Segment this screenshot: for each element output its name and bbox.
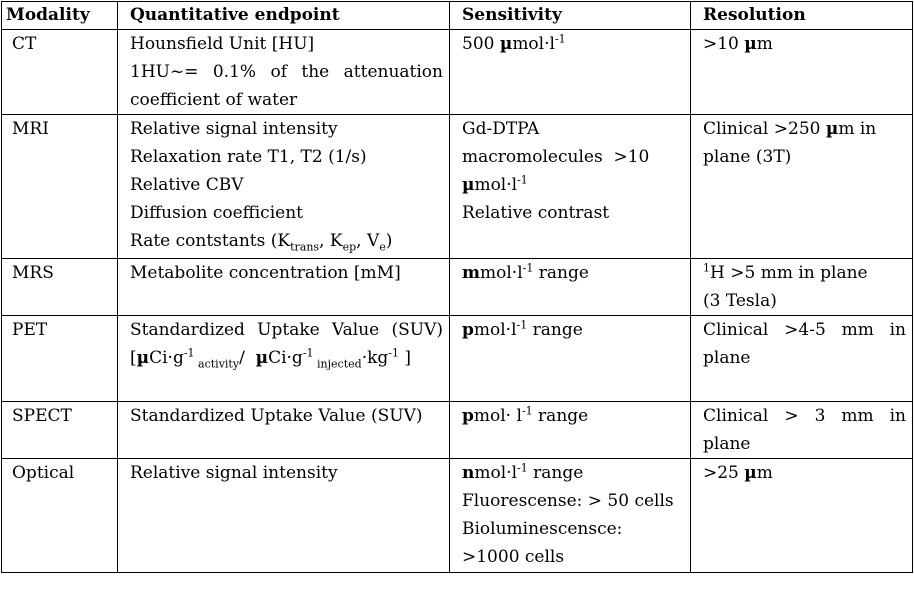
resolution-mri-rest: m in [838,119,877,139]
resolution-spect-line-2: plane [703,434,751,454]
endpoint-ct-line-2: 1HU~= 0.1% of the attenuation [130,62,443,82]
sensitivity-mri-mu: µ [462,175,475,195]
sensitivity-spect-prefix: p [462,406,474,426]
cell-resolution-ct [691,30,913,115]
sensitivity-mri-unit: mol·l [474,175,518,195]
sensitivity-optical-post: range [527,463,584,483]
resolution-mri-mu: µ [825,119,839,139]
sensitivity-spect-line [462,402,684,430]
endpoint-mri-line-1: Relative signal intensity [130,119,338,139]
resolution-ct-pre: >10 [703,34,745,54]
endpoint-spect-line: Standardized Uptake Value (SUV) [130,406,423,426]
resolution-mri-line-2: plane (3T) [703,147,792,167]
sensitivity-pet-line [462,316,684,344]
cell-endpoint-spect [118,402,450,459]
table-row-spect [2,402,913,459]
endpoint-pet-line-2 [130,344,443,372]
sensitivity-mri-line-4: Relative contrast [462,203,610,223]
table-row-optical [2,459,913,573]
sensitivity-optical-prefix: n [462,463,475,483]
resolution-optical-mu: µ [744,463,757,483]
resolution-ct-mu: µ [744,34,757,54]
sensitivity-optical-line-2: Fluorescense: > 50 cells [462,491,674,511]
cell-endpoint-mri [118,115,450,259]
resolution-ct-line [703,30,906,58]
endpoint-ct-line-1: Hounsfield Unit [HU] [130,34,315,54]
resolution-optical-pre: >25 [703,463,745,483]
sensitivity-mri-line-2: macromolecules >10 [462,147,650,167]
cell-endpoint-pet [118,316,450,402]
table-row-mri [2,115,913,259]
cell-sensitivity-optical [450,459,691,573]
endpoint-mri-ktrans-sub: trans [290,240,320,254]
endpoint-mri-ve-sub: e [379,240,386,254]
sensitivity-ct-mu: µ [499,34,513,54]
resolution-mrs-sup: 1 [703,261,710,275]
endpoint-pet-slash: / [239,348,256,368]
table-row-pet [2,316,913,402]
cell-modality-pet: PET [2,316,118,402]
cell-sensitivity-pet [450,316,691,402]
sensitivity-ct-sup: -1 [554,32,566,46]
endpoint-pet-sup-2: -1 [302,346,314,360]
sensitivity-optical-unit: mol·l [474,463,518,483]
resolution-ct-unit: m [756,34,773,54]
table-row-mrs [2,259,913,316]
endpoint-mri-line-2: Relaxation rate T1, T2 (1/s) [130,147,367,167]
cell-modality-ct: CT [2,30,118,115]
sensitivity-mrs-prefix: m [462,263,480,283]
cell-modality-spect: SPECT [2,402,118,459]
sensitivity-mri-sup: -1 [517,173,528,187]
resolution-mri-pre: Clinical >250 [703,119,826,139]
sensitivity-mri-line-1: Gd-DTPA [462,119,540,139]
endpoint-optical-line: Relative signal intensity [130,463,338,483]
sensitivity-spect-unit: mol· l [473,406,522,426]
sensitivity-mrs-unit: mol·l [480,263,523,283]
sensitivity-mrs-post: range [533,263,589,283]
sensitivity-spect-sup: -1 [521,404,533,418]
resolution-pet-line-2: plane [703,348,751,368]
resolution-mrs-text: H >5 mm in plane [710,263,868,283]
cell-sensitivity-spect [450,402,691,459]
sensitivity-ct-line [462,30,684,58]
header-row [2,2,913,30]
sensitivity-pet-unit: mol·l [473,320,517,340]
cell-sensitivity-ct [450,30,691,115]
resolution-mrs-line-2: (3 Tesla) [703,291,777,311]
sensitivity-optical-sup: -1 [517,461,528,475]
sensitivity-mri-line-3 [462,171,684,199]
resolution-optical-unit: m [756,463,773,483]
header-quantitative-endpoint: Quantitative endpoint [118,2,450,30]
header-sensitivity: Sensitivity [450,2,691,30]
resolution-mrs-line-1 [703,259,906,287]
endpoint-pet-line-1: Standardized Uptake Value (SUV) [130,320,443,340]
endpoint-pet-ci-1: Ci·g [149,348,184,368]
sensitivity-optical-line-1 [462,459,684,487]
cell-resolution-spect [691,402,913,459]
endpoint-mri-sep2: , V [356,231,380,251]
endpoint-pet-sub-injected: injected [313,357,362,371]
sensitivity-spect-post: range [532,406,589,426]
endpoint-pet-sub-activity: activity [194,357,240,371]
cell-modality-mri: MRI [2,115,118,259]
endpoint-pet-sup-3: -1 [388,346,399,360]
sensitivity-optical-line-4: >1000 cells [462,547,565,567]
endpoint-pet-mu-1: µ [136,348,150,368]
cell-endpoint-optical [118,459,450,573]
resolution-pet-line-1: Clinical >4-5 mm in [703,320,906,340]
resolution-mri-line-1 [703,115,906,143]
endpoint-pet-mu-2: µ [255,348,269,368]
endpoint-mri-line-3: Relative CBV [130,175,244,195]
sensitivity-ct-value: 500 [462,34,500,54]
cell-endpoint-mrs [118,259,450,316]
endpoint-mrs-line: Metabolite concentration [mM] [130,263,401,283]
endpoint-pet-sup-1: -1 [183,346,195,360]
header-modality: Modality [2,2,118,30]
endpoint-pet-kg: ·kg [361,348,389,368]
endpoint-mri-line-5 [130,227,443,255]
endpoint-pet-open: [ [130,348,137,368]
endpoint-pet-close: ] [399,348,412,368]
cell-sensitivity-mrs [450,259,691,316]
sensitivity-ct-unit: mol·l [512,34,555,54]
endpoint-mri-sep1: , K [319,231,343,251]
endpoint-ct-line-3: coefficient of water [130,90,298,110]
cell-endpoint-ct [118,30,450,115]
header-resolution: Resolution [691,2,913,30]
resolution-spect-line-1: Clinical > 3 mm in [703,406,906,426]
endpoint-pet-ci-2: Ci·g [268,348,303,368]
cell-sensitivity-mri [450,115,691,259]
sensitivity-pet-post: range [527,320,583,340]
cell-modality-mrs: MRS [2,259,118,316]
endpoint-mri-rate-pre: Rate contstants (K [130,231,291,251]
sensitivity-pet-sup: -1 [516,318,528,332]
cell-resolution-mri [691,115,913,259]
sensitivity-mrs-line [462,259,684,287]
cell-resolution-mrs [691,259,913,316]
imaging-modality-table [1,1,913,573]
endpoint-mri-kep-sub: ep [342,240,357,254]
table-row-ct [2,30,913,115]
cell-resolution-optical [691,459,913,573]
sensitivity-mrs-sup: -1 [522,261,534,275]
sensitivity-optical-line-3: Bioluminescensce: [462,519,623,539]
cell-resolution-pet [691,316,913,402]
cell-modality-optical: Optical [2,459,118,573]
endpoint-mri-line-4: Diffusion coefficient [130,203,303,223]
endpoint-mri-close: ) [385,231,393,251]
sensitivity-pet-prefix: p [462,320,474,340]
resolution-optical-line [703,459,906,487]
